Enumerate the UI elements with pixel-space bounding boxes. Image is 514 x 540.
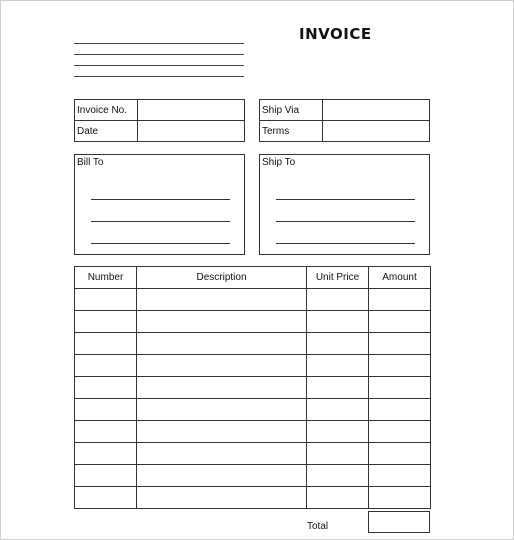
number-cell[interactable] [75,421,137,443]
line-items-body [75,289,431,509]
number-cell[interactable] [75,333,137,355]
unit-price-cell[interactable] [307,421,369,443]
table-row [75,443,431,465]
number-cell[interactable] [75,487,137,509]
unit-price-cell[interactable] [307,465,369,487]
unit-price-cell[interactable] [307,311,369,333]
ship-to-label: Ship To [262,157,296,168]
terms-field[interactable] [323,121,430,142]
table-row [75,465,431,487]
ship-to-line-1[interactable] [276,199,415,200]
number-cell[interactable] [75,377,137,399]
company-address-line-3[interactable] [74,65,244,66]
description-cell[interactable] [137,289,307,311]
ship-via-label: Ship Via [260,100,323,121]
description-cell[interactable] [137,421,307,443]
ship-to-line-2[interactable] [276,221,415,222]
amount-cell[interactable] [369,399,431,421]
amount-cell[interactable] [369,355,431,377]
ship-to-line-3[interactable] [276,243,415,244]
number-cell[interactable] [75,311,137,333]
bill-to-label: Bill To [77,157,104,168]
table-row [75,377,431,399]
table-row [75,355,431,377]
unit-price-cell[interactable] [307,487,369,509]
header-number: Number [75,267,137,289]
description-cell[interactable] [137,399,307,421]
bill-to-line-2[interactable] [91,221,230,222]
amount-cell[interactable] [369,443,431,465]
description-cell[interactable] [137,443,307,465]
description-cell[interactable] [137,333,307,355]
company-address-line-1[interactable] [74,43,244,44]
table-header-row [75,267,431,289]
amount-cell[interactable] [369,465,431,487]
amount-cell[interactable] [369,289,431,311]
description-cell[interactable] [137,377,307,399]
table-row [75,399,431,421]
company-address-line-4[interactable] [74,76,244,77]
total-label: Total [307,521,329,532]
invoice-number-field[interactable] [138,100,245,121]
terms-label: Terms [260,121,323,142]
amount-cell[interactable] [369,421,431,443]
bill-to-box [74,154,245,255]
amount-cell[interactable] [369,311,431,333]
number-cell[interactable] [75,355,137,377]
table-row [75,421,431,443]
header-description: Description [137,267,307,289]
unit-price-cell[interactable] [307,377,369,399]
table-row [75,289,431,311]
invoice-title: INVOICE [299,25,372,43]
unit-price-cell[interactable] [307,443,369,465]
description-cell[interactable] [137,355,307,377]
unit-price-cell[interactable] [307,399,369,421]
table-row [75,487,431,509]
total-field[interactable] [368,511,430,533]
date-label: Date [75,121,138,142]
table-row [75,333,431,355]
number-cell[interactable] [75,443,137,465]
ship-via-field[interactable] [323,100,430,121]
number-cell[interactable] [75,289,137,311]
unit-price-cell[interactable] [307,289,369,311]
header-unit-price: Unit Price [307,267,369,289]
unit-price-cell[interactable] [307,355,369,377]
number-cell[interactable] [75,399,137,421]
unit-price-cell[interactable] [307,333,369,355]
bill-to-line-3[interactable] [91,243,230,244]
invoice-number-label: Invoice No. [75,100,138,121]
amount-cell[interactable] [369,333,431,355]
description-cell[interactable] [137,465,307,487]
amount-cell[interactable] [369,377,431,399]
invoice-meta-right [259,99,430,142]
header-amount: Amount [369,267,431,289]
table-row [75,311,431,333]
invoice-meta-left [74,99,245,142]
description-cell[interactable] [137,311,307,333]
description-cell[interactable] [137,487,307,509]
ship-to-box [259,154,430,255]
date-field[interactable] [138,121,245,142]
number-cell[interactable] [75,465,137,487]
line-items-table [74,266,431,509]
company-address-line-2[interactable] [74,54,244,55]
bill-to-line-1[interactable] [91,199,230,200]
amount-cell[interactable] [369,487,431,509]
